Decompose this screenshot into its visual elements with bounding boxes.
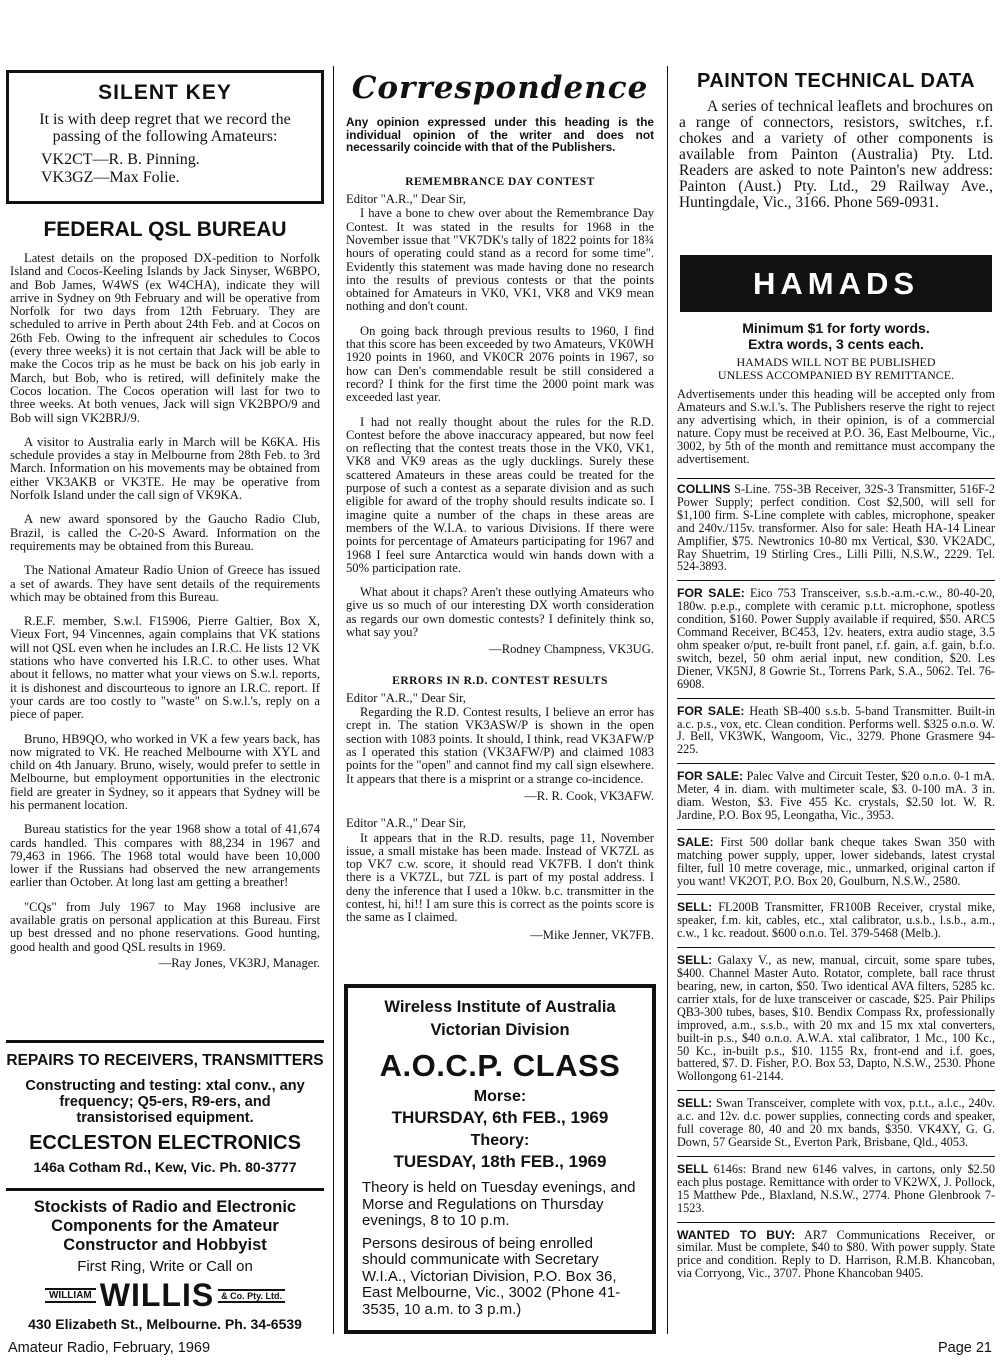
hamad — [675, 587, 997, 690]
correspondence-title: Correspondence — [351, 70, 649, 106]
hamad-text: Palec Valve and Circuit Tester, $20 o.n.o. 0-1 mA. Meter, 4 in. diam. with multimeter scale, $3. 0-100 mA. 3 in. diam. Weston, $3. Five 455 Kc. crystals, $2.50 lot. W. R. Jardine, P.O. Box 95, Leongatha, Vic., 3953. — [677, 769, 995, 822]
silent-key-entry-1: VK2CT—R. B. Pinning. — [41, 151, 200, 168]
letter-para: Regarding the R.D. Contest results, I believe an error has crept in. The station VK3ASW/P is shown in the open section with 1083 points. It should, I think, read VK3AFW/P as I operated this station (VK3AFW/P) and claimed 1083 points for the "open" and cannot find my call sign elsewhere. It appears that there is a misprint or a strange co-incidence. — [346, 705, 654, 786]
repairs-ad — [6, 1052, 324, 1175]
hamad-lead: COLLINS — [677, 482, 731, 496]
hamad — [675, 901, 997, 940]
correspondence-disclaimer: Any opinion expressed under this heading is the individual opinion of the writer and does not necessarily coincide with that of the Publishers. — [346, 115, 654, 155]
aocp-text-2: Persons desirous of being enrolled should communicate with Secretary W.I.A., Victorian Division, P.O. Box 36, East Melbourne, Vic., 3002 (Phone 41-3535, 10 a.m. to 3 p.m.) — [362, 1234, 621, 1318]
federal-para: Latest details on the proposed DX-pedition to Norfolk Island and Cocos-Keeling Islands by Jack Sinyser, W6BPO, and Bob James, W4WS (ex W4CHA), indicate they will arrive in Sydney on 9th February and will be operative from Norfolk for two days from 12th February. They are scheduled to arrive in Perth about 24th Feb. and at Cocos on 26th Feb. Owing to the infrequent air schedules to Cocos (every three weeks) it is not certain that Jack will be able to make the Cocos trip as he must be back on his job early in March, but Bob, who is retired, will definitely make the Cocos location. The Cocos operation will last for two to three weeks. At both venues, Jack will sign VK2BPO/9 and Bob will sign VK2BRJ/9. — [10, 251, 320, 425]
repairs-address: 146a Cotham Rd., Kew, Vic. Ph. 80-3777 — [33, 1159, 297, 1175]
aocp-org: Wireless Institute of Australia — [384, 998, 616, 1016]
hamads-notice: HAMADS WILL NOT BE PUBLISHED UNLESS ACCOMPANIED BY REMITTANCE. — [717, 355, 955, 382]
hamad — [675, 483, 997, 573]
divider — [677, 580, 995, 581]
hamads-title: HAMADS — [752, 265, 920, 301]
divider — [677, 1222, 995, 1223]
hamad — [675, 1163, 997, 1215]
hamad-lead: SELL: — [677, 953, 713, 968]
hamad-lead: SELL: — [677, 1096, 713, 1111]
willis-ad — [6, 1198, 324, 1332]
willis-logo-main: WILLIS — [99, 1277, 215, 1313]
aocp-morse-date: THURSDAY, 6th FEB., 1969 — [391, 1108, 609, 1127]
letter-para: I have a bone to chew over about the Remembrance Day Contest. It was stated in the results for 1968 in the November issue that "VK7DK's tally of 1822 points for 18¾ hours of operating could stand as a record for some time". Evidently this statement was made having done no research into the results of previous contests or that the points obtained for Amateurs in VK0, VK1, VK8 and VK9 mean nothing and don't count. — [346, 206, 654, 314]
aocp-text-1: Theory is held on Tuesday evenings, and Morse and Regulations on Thursday evenings, 8 to 10 p.m. — [362, 1179, 636, 1229]
willis-logo-left: WILLIAM — [45, 1288, 96, 1303]
federal-para: Bureau statistics for the year 1968 show a total of 41,674 cards handled. This compares with 88,234 in 1967 and 79,463 in 1966. The 1968 total would have been 10,000 lower if the Russians had observed the new arrangements earlier than October. At long last am getting a breather! — [10, 822, 320, 890]
hamad-text: Heath SB-400 s.s.b. 5-band Transmitter. Built-in a.c. p.s., vox, etc. Clean condition. Performs well. $325 o.n.o. W. J. Bell, VK3WK, Wangoom, Vic., 3279. Phone Grasmere 94-225. — [677, 703, 995, 757]
aocp-theory-date: TUESDAY, 18th FEB., 1969 — [393, 1152, 607, 1171]
footer-left: Amateur Radio, February, 1969 — [8, 1340, 211, 1356]
willis-address: 430 Elizabeth St., Melbourne. Ph. 34-6539 — [28, 1316, 302, 1332]
divider — [677, 1090, 995, 1091]
hamad-lead: WANTED TO BUY: — [677, 1227, 796, 1242]
letter-heading: ERRORS IN R.D. CONTEST RESULTS — [392, 674, 608, 687]
divider — [677, 1156, 995, 1157]
hamad — [675, 705, 997, 757]
federal-para: The National Amateur Radio Union of Greece has issued a set of awards. They have sent details of the requirements which may be obtained from this Bureau. — [10, 563, 320, 604]
hamads-rate-2: Extra words, 3 cents each. — [748, 336, 924, 352]
letter-signature: —Rodney Champness, VK3UG. — [489, 642, 654, 657]
footer-page-number: Page 21 — [937, 1340, 992, 1356]
aocp-title: A.O.C.P. CLASS — [379, 1048, 621, 1083]
divider — [677, 947, 995, 948]
federal-para: A visitor to Australia early in March will be K6KA. His schedule provides a stay in Melbourne from 28th Feb. to 3rd March. Information on his movements may be obtained from either VK3AKB or VK3TE. He may be operative from Norfolk Island under the call sign of VK9KA. — [10, 434, 320, 503]
hamads-rules: Advertisements under this heading will be accepted only from Amateurs and S.w.l.'s. The Publishers reserve the right to reject any advertising which, in their opinion, is of a commercial nature. Copy must be received at P.O. 36, East Melbourne, Vic., 3002, by 5th of the month and remittance must accompany the advertisement. — [677, 387, 995, 466]
repairs-text: Constructing and testing: xtal conv., any frequency; Q5-ers, R9-ers, and transistorised equipment. — [25, 1078, 305, 1126]
hamad-text: Swan Transceiver, complete with vox, p.t.t., a.l.c., 240v. a.c. and 12v. d.c. power supplies, connecting cords and speaker, full coverage 80, 40 and 20 mx bands, $350. VK4XY, G. G. Down, 57 Gearside St., Everton Park, Brisbane, Qld., 4053. — [677, 1096, 995, 1149]
hamad-text: 6146s: Brand new 6146 valves, in cartons, only $2.50 each plus postage. Remittance with order to VK2WX, J. Pollock, 15 Matthew Pde., Blaxland, N.S.W., 2774. Phone Glenbrook 7-1523. — [677, 1161, 995, 1215]
divider — [6, 1040, 324, 1043]
letter-salutation: Editor "A.R.," Dear Sir, — [346, 690, 466, 705]
painton-title: PAINTON TECHNICAL DATA — [696, 70, 976, 92]
aocp-theory-label: Theory: — [470, 1132, 530, 1149]
willis-logo — [6, 1277, 324, 1314]
letter-heading: REMEMBRANCE DAY CONTEST — [405, 175, 595, 188]
federal-para: R.E.F. member, S.w.l. F15906, Pierre Galtier, Box X, Vieux Fort, 94 Vincennes, again complains that VK stations will not QSL even when he includes an I.R.C. He lists 12 VK stations who have converted his I.R.C. to other uses. What about it fellows, no matter what your views on S.w.l. reports, it is dishonest and discourteous to ignore an I.R.C. report. If your cards are too costly to "waste" on S.w.l.'s, reply on a piece of paper. — [10, 614, 320, 722]
federal-para: "CQs" from July 1967 to May 1968 inclusive are available gratis on personal application at this Bureau. First up best dressed and no phone reservations. Good hunting, good health and good QSL results in 1969. — [10, 899, 320, 954]
hamad — [675, 954, 997, 1083]
hamad — [675, 1229, 997, 1281]
letter-para: On going back through previous results to 1960, I find that this score has been exceeded by two Amateurs, VK0WH 1920 points in 1960, and VK0CR 2076 points in 1967, so how can Den's commendable result be still considered a record? I think for the first time the 2000 point mark was exceeded last year. — [346, 323, 654, 405]
letter-para: I had not really thought about the rules for the R.D. Contest before the above inaccuracy appeared, but now feel on reflecting that the contest treats those in the VK0, VK1, VK8 and VK9 areas as the ugly ducklings. Surely these scattered Amateurs in these areas could be treated for the purpose of such a contest as a separate division and as such eligible for award of the trophy should results indicate so. I imagine quite a number of the chaps in these areas are members of the W.I.A. to various Divisions. If there were points for percentage of Amateurs participating for 1967 and 1968 I feel sure Antarctica would win hands down with a 50% participation rate. — [346, 414, 654, 575]
divider — [677, 763, 995, 764]
divider — [677, 478, 995, 479]
letter-para: It appears that in the R.D. results, page 11, November issue, a small mistake has been made. Instead of VK7ZL as top VK7 c.w. score, it should read VK7FB. I don't think there is a VK7ZL, but 7ZL is part of my postal address. I deny the inference that I used a 10kw. b.c. transmitter in the contest, hi, hi!! I am sure this is correct as the points score is the same as I claimed. — [346, 830, 654, 925]
hamads-list — [675, 483, 997, 1280]
silent-key-entry-2: VK3GZ—Max Folie. — [41, 169, 180, 186]
hamads-banner — [680, 255, 992, 312]
painton-text: A series of technical leaflets and brochures on a range of connectors, resistors, switches, r.f. chokes and a variety of other components is available from Painton (Australia) Pty. Ltd. Readers are asked to note Painton's new address: Painton (Aust.) Pty. Ltd., 29 Railway Ave., Huntingdale, Vic., 3166. Phone 569-0931. — [679, 98, 993, 211]
divider — [677, 829, 995, 830]
letter-signature: —R. R. Cook, VK3AFW. — [524, 788, 654, 803]
hamad-text: FL200B Transmitter, FR100B Receiver, crystal mike, speaker, f.m. kit, cables, etc., xtal calibrator, u.s.b., l.s.b., a.m., c.w., 1 kc. readout. $600 o.n.o. Tel. 379-5468 (Melb.). — [677, 900, 995, 941]
letter-salutation: Editor "A.R.," Dear Sir, — [346, 192, 466, 207]
hamad-text: Galaxy V., as new, manual, circuit, some spare tubes, $400. Channel Master Auto. Rotator, complete, ball race thrust bearing, new, in carton, $50. Two identical AVA filters, 5285 kc. carrier xtals, for de luxe transceiver or cascade, $25. Pair Philips QB3-300 tubes, bases, $10. Bendix Compass Rx, professionally improved, a.m., s.s.b., with 20 mx and 15 mx xtal converters, built-in p.s., $40 o.n.o. A.W.A. xtal calibrator, 1 Mc., 100 Kc., 50 Kc., in-built p.s., $10. 1155 Rx, front-end and i.f. goes, battered, $7. D. Fisher, P.O. Box 53, Dapto, N.S.W., 2530. Phone Wollongong 61-2144. — [677, 953, 995, 1084]
willis-cta: First Ring, Write or Call on — [77, 1258, 253, 1275]
silent-key-box — [6, 70, 324, 204]
hamad-lead: SELL — [677, 1161, 709, 1176]
federal-title: FEDERAL QSL BUREAU — [43, 218, 287, 241]
divider — [677, 894, 995, 895]
column-rule — [333, 66, 334, 1334]
letter-signature: —Mike Jenner, VK7FB. — [530, 927, 654, 942]
letter-salutation: Editor "A.R.," Dear Sir, — [346, 816, 466, 831]
hamads-rate-1: Minimum $1 for forty words. — [742, 320, 930, 336]
repairs-title: REPAIRS TO RECEIVERS, TRANSMITTERS — [6, 1052, 324, 1069]
willis-logo-right: & Co. Pty. Ltd. — [218, 1289, 285, 1303]
column-rule — [667, 66, 668, 1334]
federal-signature: —Ray Jones, VK3RJ, Manager. — [158, 955, 320, 970]
hamad-lead: FOR SALE: — [677, 586, 745, 601]
letter-para: What about it chaps? Aren't these outlying Amateurs who give us so much of our interesting DX worth consideration as regards our own domestic contests? I definitely think so, what say you? — [346, 585, 654, 639]
divider — [6, 1188, 324, 1191]
hamad-text: First 500 dollar bank cheque takes Swan 350 with matching power supply, upper, lower sidebands, latest crystal filter, full 10 metre coverage, mic., unmarked, original carton if you want! VK2OT, P.O. Box 20, Goulburn, N.S.W., 2580. — [677, 834, 995, 888]
aocp-division: Victorian Division — [430, 1021, 570, 1039]
hamad-text: Eico 753 Transceiver, s.s.b.-a.m.-c.w., 80-40-20, 180w. p.e.p., complete with ceramic p.t.t. microphone, spotless condition, $160. Power Supply available if required, $50. ARC5 Command Receiver, BC453, 12v. heaters, extra audio stage, 3.5 ohm speaker o/put, re-built front panel, r.f. gain, a.f. gain, b.f.o. switch, bezel, 50 ohm aerial input, new condition, $20. Les Diener, VK5NJ, 8 Gowrie St., Torrens Park, S.A., 5062. Tel. 76-6908. — [677, 586, 995, 691]
hamad-text: S-Line. 75S-3B Receiver, 32S-3 Transmitter, 516F-2 Power Supply; perfect condition. Cost $2,500, will sell for $1,100 firm. S-Line complete with cables, microphone, speaker and 240v./115v. transformer. Also for sale: Heath HA-14 Linear Amplifier, $75. Newtronics 10-80 mx Vertical, $30. VK2ADC, Ray Shuetrim, 19 Stirling Cres., Lilli Pilli, N.S.W., 2229. Tel. 524-3893. — [677, 482, 995, 574]
aocp-morse-label: Morse: — [473, 1088, 527, 1105]
hamad-text: AR7 Communications Receiver, or similar. Must be complete, $40 to $80. With power supply. State price and condition. Reply to D. Harrison, R.M.B. Khancoban, via Corryong, Vic., 3707. Phone Khancoban 9405. — [677, 1227, 995, 1281]
hamad — [675, 1097, 997, 1149]
silent-key-title: SILENT KEY — [98, 81, 232, 104]
hamad-lead: FOR SALE: — [677, 769, 744, 784]
willis-headline: Stockists of Radio and Electronic Components for the Amateur Constructor and Hobbyist — [33, 1198, 297, 1254]
silent-key-text: It is with deep regret that we record the passing of the following Amateurs: — [39, 111, 291, 145]
federal-body — [4, 252, 326, 970]
hamad-lead: SELL: — [677, 900, 713, 915]
federal-para: Bruno, HB9QO, who worked in VK a few years back, has now migrated to VK. He reached Melbourne with XYL and child on 4th January. Bruno, wisely, would prefer to settle in Melbourne, but employment opportunities in the electronic field are greater in Sydney, so it appears that Sydney will be his permanent location. — [10, 731, 320, 812]
hamad-lead: SALE: — [677, 834, 714, 849]
hamad-lead: FOR SALE: — [677, 703, 745, 718]
hamad — [675, 770, 997, 822]
divider — [677, 698, 995, 699]
federal-para: A new award sponsored by the Gaucho Radio Club, Brazil, is called the C-20-S Award. Information on the requirements may be obtained from this Bureau. — [10, 512, 320, 553]
aocp-ad — [344, 984, 656, 1334]
repairs-company: ECCLESTON ELECTRONICS — [29, 1132, 301, 1154]
hamad — [675, 836, 997, 888]
